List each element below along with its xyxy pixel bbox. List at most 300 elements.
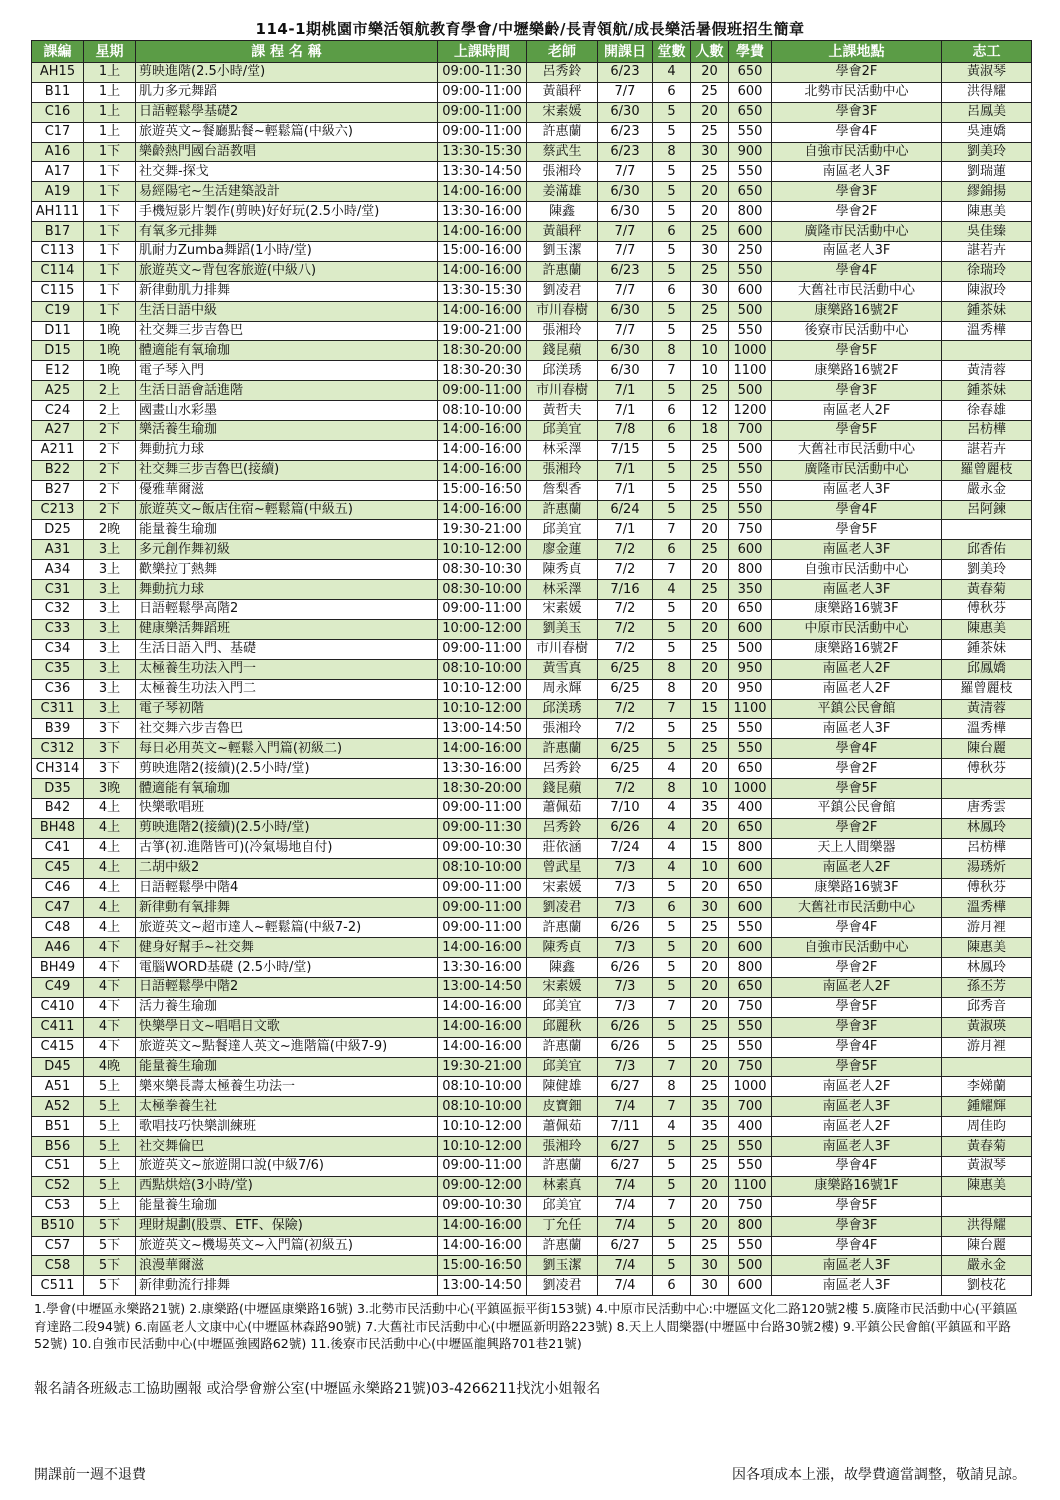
cell-fee: 600 — [729, 281, 772, 301]
cell-course-name: 快樂歌唱班 — [136, 798, 438, 818]
cell-fee: 350 — [729, 580, 772, 600]
cell-weekday: 4下 — [84, 1037, 136, 1057]
table-row — [32, 898, 1032, 918]
cell-teacher: 邱渼琇 — [527, 699, 598, 719]
cell-fee: 1100 — [729, 361, 772, 381]
cell-location: 學會5F — [772, 1196, 942, 1216]
cell-capacity: 25 — [691, 122, 729, 142]
cell-sessions: 6 — [653, 222, 691, 242]
cell-class-time: 10:10-12:00 — [438, 699, 527, 719]
cell-course-name: 日語輕鬆學基礎2 — [136, 102, 438, 122]
cell-capacity: 20 — [691, 63, 729, 83]
cell-teacher: 陳秀貞 — [527, 560, 598, 580]
cell-volunteer: 傅秋芬 — [942, 600, 1032, 620]
cell-teacher: 邱渼琇 — [527, 361, 598, 381]
course-table — [31, 40, 1032, 1296]
cell-course-name: 每日必用英文~輕鬆入門篇(初級二) — [136, 739, 438, 759]
cell-sessions: 5 — [653, 182, 691, 202]
cell-weekday: 2下 — [84, 421, 136, 441]
cell-sessions: 5 — [653, 381, 691, 401]
cell-class-time: 13:30-16:00 — [438, 759, 527, 779]
cell-start-date: 7/2 — [598, 540, 653, 560]
cell-weekday: 2下 — [84, 440, 136, 460]
cell-volunteer: 嚴永金 — [942, 480, 1032, 500]
table-row — [32, 361, 1032, 381]
cell-fee: 550 — [729, 739, 772, 759]
cell-start-date: 7/7 — [598, 242, 653, 262]
cell-teacher: 許惠蘭 — [527, 1156, 598, 1176]
cell-start-date: 6/27 — [598, 1156, 653, 1176]
cell-weekday: 5下 — [84, 1236, 136, 1256]
cell-fee: 600 — [729, 938, 772, 958]
header-weekday: 星期 — [84, 41, 136, 63]
table-row — [32, 401, 1032, 421]
cell-location: 南區老人3F — [772, 580, 942, 600]
cell-teacher: 曾武星 — [527, 858, 598, 878]
cell-fee: 800 — [729, 1216, 772, 1236]
cell-capacity: 20 — [691, 997, 729, 1017]
cell-volunteer: 唐秀雲 — [942, 798, 1032, 818]
cell-capacity: 30 — [691, 1256, 729, 1276]
cell-class-time: 09:00-11:00 — [438, 82, 527, 102]
cell-location: 南區老人2F — [772, 401, 942, 421]
cell-course-name: 理財規劃(股票、ETF、保險) — [136, 1216, 438, 1236]
cell-capacity: 25 — [691, 301, 729, 321]
cell-course-code: B42 — [32, 798, 84, 818]
cell-fee: 500 — [729, 639, 772, 659]
cell-sessions: 8 — [653, 779, 691, 799]
cell-class-time: 13:30-15:30 — [438, 142, 527, 162]
cell-fee: 750 — [729, 520, 772, 540]
cell-class-time: 09:00-11:00 — [438, 639, 527, 659]
cell-course-code: C32 — [32, 600, 84, 620]
cell-volunteer: 邱秀音 — [942, 997, 1032, 1017]
cell-teacher: 邱美宜 — [527, 421, 598, 441]
table-row — [32, 301, 1032, 321]
cell-course-name: 能量養生瑜珈 — [136, 1057, 438, 1077]
cell-sessions: 5 — [653, 938, 691, 958]
cell-class-time: 18:30-20:00 — [438, 779, 527, 799]
cell-volunteer: 陳惠美 — [942, 619, 1032, 639]
cell-location: 北勢市民活動中心 — [772, 82, 942, 102]
cell-sessions: 6 — [653, 401, 691, 421]
cell-location: 學會2F — [772, 759, 942, 779]
table-row — [32, 142, 1032, 162]
cell-start-date: 6/30 — [598, 301, 653, 321]
cell-teacher: 林素真 — [527, 1176, 598, 1196]
cell-weekday: 1晚 — [84, 341, 136, 361]
table-row — [32, 222, 1032, 242]
cell-sessions: 7 — [653, 1196, 691, 1216]
cell-teacher: 錢昆蘋 — [527, 779, 598, 799]
cell-teacher: 許惠蘭 — [527, 500, 598, 520]
cell-course-name: 生活日語中級 — [136, 301, 438, 321]
cell-fee: 500 — [729, 381, 772, 401]
cell-teacher: 劉凌君 — [527, 281, 598, 301]
cell-sessions: 5 — [653, 600, 691, 620]
table-row — [32, 759, 1032, 779]
cell-volunteer: 黃春菊 — [942, 580, 1032, 600]
cell-class-time: 19:30-21:00 — [438, 520, 527, 540]
cell-course-name: 太極拳養生社 — [136, 1097, 438, 1117]
table-row — [32, 938, 1032, 958]
cell-weekday: 1下 — [84, 162, 136, 182]
cell-course-code: A16 — [32, 142, 84, 162]
cell-start-date: 7/3 — [598, 997, 653, 1017]
cell-weekday: 3下 — [84, 739, 136, 759]
cell-sessions: 6 — [653, 898, 691, 918]
cell-volunteer: 吳連嬌 — [942, 122, 1032, 142]
cell-fee: 550 — [729, 460, 772, 480]
cell-course-name: 樂來樂長壽太極養生功法一 — [136, 1077, 438, 1097]
cell-class-time: 09:00-11:00 — [438, 1156, 527, 1176]
cell-class-time: 10:00-12:00 — [438, 619, 527, 639]
cell-course-code: C36 — [32, 679, 84, 699]
cell-fee: 750 — [729, 1057, 772, 1077]
table-row — [32, 580, 1032, 600]
cell-sessions: 5 — [653, 977, 691, 997]
cell-fee: 500 — [729, 440, 772, 460]
cell-class-time: 09:00-10:30 — [438, 1196, 527, 1216]
cell-weekday: 5下 — [84, 1256, 136, 1276]
table-row — [32, 659, 1032, 679]
cell-volunteer: 溫秀樺 — [942, 719, 1032, 739]
cell-class-time: 14:00-16:00 — [438, 222, 527, 242]
cell-location: 南區老人3F — [772, 1276, 942, 1296]
cell-volunteer: 陳惠美 — [942, 1176, 1032, 1196]
table-row — [32, 838, 1032, 858]
cell-location: 南區老人3F — [772, 1256, 942, 1276]
cell-course-name: 旅遊英文~背包客旅遊(中級八) — [136, 261, 438, 281]
cell-capacity: 25 — [691, 82, 729, 102]
table-row — [32, 739, 1032, 759]
cell-weekday: 1上 — [84, 82, 136, 102]
header-teacher: 老師 — [527, 41, 598, 63]
cell-capacity: 20 — [691, 659, 729, 679]
cell-fee: 550 — [729, 918, 772, 938]
cell-class-time: 14:00-16:00 — [438, 500, 527, 520]
cell-class-time: 15:00-16:50 — [438, 480, 527, 500]
table-row — [32, 679, 1032, 699]
cell-class-time: 09:00-11:30 — [438, 818, 527, 838]
header-volunteer: 志工 — [942, 41, 1032, 63]
cell-weekday: 2晚 — [84, 520, 136, 540]
cell-fee: 600 — [729, 222, 772, 242]
cell-start-date: 6/27 — [598, 1137, 653, 1157]
table-row — [32, 63, 1032, 83]
cell-location: 康樂路16號3F — [772, 878, 942, 898]
cell-start-date: 7/3 — [598, 1057, 653, 1077]
cell-weekday: 1晚 — [84, 361, 136, 381]
cell-weekday: 1下 — [84, 222, 136, 242]
cell-course-code: A25 — [32, 381, 84, 401]
cell-start-date: 6/26 — [598, 958, 653, 978]
cell-sessions: 5 — [653, 321, 691, 341]
cell-sessions: 7 — [653, 361, 691, 381]
cell-location: 自強市民活動中心 — [772, 142, 942, 162]
cell-weekday: 2下 — [84, 480, 136, 500]
cell-course-code: B56 — [32, 1137, 84, 1157]
cell-location: 平鎮公民會館 — [772, 699, 942, 719]
cell-volunteer: 諶若卉 — [942, 440, 1032, 460]
cell-capacity: 10 — [691, 341, 729, 361]
cell-fee: 950 — [729, 679, 772, 699]
cell-course-code: AH15 — [32, 63, 84, 83]
cell-sessions: 5 — [653, 719, 691, 739]
table-row — [32, 421, 1032, 441]
cell-sessions: 8 — [653, 341, 691, 361]
cell-fee: 500 — [729, 301, 772, 321]
table-row — [32, 858, 1032, 878]
table-row — [32, 440, 1032, 460]
cell-course-name: 古箏(初.進階皆可)(冷氣場地自付) — [136, 838, 438, 858]
cell-course-name: 太極養生功法入門二 — [136, 679, 438, 699]
cell-sessions: 4 — [653, 580, 691, 600]
cell-volunteer: 羅曾麗枝 — [942, 679, 1032, 699]
cell-volunteer: 諶若卉 — [942, 242, 1032, 262]
cell-volunteer: 陳台麗 — [942, 739, 1032, 759]
cell-course-name: 旅遊英文~旅遊開口說(中級7/6) — [136, 1156, 438, 1176]
cell-weekday: 3上 — [84, 679, 136, 699]
cell-course-code: C114 — [32, 261, 84, 281]
cell-volunteer: 嚴永金 — [942, 1256, 1032, 1276]
table-row — [32, 600, 1032, 620]
cell-course-name: 旅遊英文~餐廳點餐~輕鬆篇(中級六) — [136, 122, 438, 142]
cell-capacity: 25 — [691, 1037, 729, 1057]
cell-teacher: 林采澤 — [527, 580, 598, 600]
cell-class-time: 13:30-14:50 — [438, 162, 527, 182]
cell-course-name: 健身好幫手~社交舞 — [136, 938, 438, 958]
cell-course-code: A52 — [32, 1097, 84, 1117]
cell-start-date: 6/26 — [598, 1037, 653, 1057]
cell-capacity: 20 — [691, 560, 729, 580]
cell-course-code: A19 — [32, 182, 84, 202]
cell-location: 南區老人2F — [772, 858, 942, 878]
cell-location: 學會4F — [772, 1156, 942, 1176]
cell-capacity: 18 — [691, 421, 729, 441]
cell-capacity: 20 — [691, 958, 729, 978]
cell-class-time: 14:00-16:00 — [438, 301, 527, 321]
cell-class-time: 09:00-11:00 — [438, 381, 527, 401]
cell-sessions: 8 — [653, 679, 691, 699]
cell-start-date: 6/30 — [598, 341, 653, 361]
table-row — [32, 977, 1032, 997]
cell-location: 康樂路16號1F — [772, 1176, 942, 1196]
cell-teacher: 陳秀貞 — [527, 938, 598, 958]
cell-sessions: 5 — [653, 122, 691, 142]
table-row — [32, 818, 1032, 838]
cell-teacher: 劉玉潔 — [527, 242, 598, 262]
cell-location: 學會4F — [772, 918, 942, 938]
cell-volunteer: 孫丕芳 — [942, 977, 1032, 997]
cell-fee: 550 — [729, 1156, 772, 1176]
cell-teacher: 廖金蓮 — [527, 540, 598, 560]
cell-teacher: 邱美宜 — [527, 997, 598, 1017]
cell-start-date: 6/30 — [598, 361, 653, 381]
cell-course-code: B27 — [32, 480, 84, 500]
cell-course-name: 能量養生瑜珈 — [136, 520, 438, 540]
cell-sessions: 5 — [653, 242, 691, 262]
cell-weekday: 3上 — [84, 639, 136, 659]
cell-weekday: 5上 — [84, 1196, 136, 1216]
cell-weekday: 1下 — [84, 182, 136, 202]
cell-course-name: 西點烘焙(3小時/堂) — [136, 1176, 438, 1196]
cell-course-name: 生活日語會話進階 — [136, 381, 438, 401]
cell-capacity: 20 — [691, 977, 729, 997]
cell-fee: 600 — [729, 1276, 772, 1296]
cell-weekday: 4下 — [84, 958, 136, 978]
cell-course-code: C52 — [32, 1176, 84, 1196]
cell-class-time: 09:00-10:30 — [438, 838, 527, 858]
cell-class-time: 19:00-21:00 — [438, 321, 527, 341]
cell-course-name: 旅遊英文~點餐達人英文~進階篇(中級7-9) — [136, 1037, 438, 1057]
cell-course-code: C45 — [32, 858, 84, 878]
cell-volunteer: 呂鳳美 — [942, 102, 1032, 122]
cell-sessions: 6 — [653, 421, 691, 441]
cell-class-time: 13:00-14:50 — [438, 1276, 527, 1296]
table-row — [32, 798, 1032, 818]
table-row — [32, 719, 1032, 739]
cell-class-time: 08:10-10:00 — [438, 1077, 527, 1097]
cell-fee: 600 — [729, 619, 772, 639]
cell-course-name: 旅遊英文~機場英文~入門篇(初級五) — [136, 1236, 438, 1256]
cell-fee: 550 — [729, 321, 772, 341]
cell-volunteer — [942, 779, 1032, 799]
cell-sessions: 5 — [653, 639, 691, 659]
cell-fee: 550 — [729, 162, 772, 182]
cell-capacity: 25 — [691, 580, 729, 600]
cell-course-name: 電腦WORD基礎 (2.5小時/堂) — [136, 958, 438, 978]
cell-teacher: 黃哲夫 — [527, 401, 598, 421]
cell-start-date: 6/30 — [598, 102, 653, 122]
cell-weekday: 5下 — [84, 1216, 136, 1236]
cell-sessions: 5 — [653, 878, 691, 898]
cell-start-date: 6/23 — [598, 63, 653, 83]
cell-class-time: 13:00-14:50 — [438, 977, 527, 997]
cell-class-time: 14:00-16:00 — [438, 261, 527, 281]
cell-teacher: 市川春樹 — [527, 301, 598, 321]
cell-course-code: C311 — [32, 699, 84, 719]
cell-volunteer: 徐春雄 — [942, 401, 1032, 421]
cell-location: 南區老人2F — [772, 679, 942, 699]
table-row — [32, 341, 1032, 361]
table-row — [32, 281, 1032, 301]
cell-course-name: 新律動肌力排舞 — [136, 281, 438, 301]
cell-teacher: 林采澤 — [527, 440, 598, 460]
cell-course-code: C51 — [32, 1156, 84, 1176]
cell-start-date: 7/2 — [598, 779, 653, 799]
cell-start-date: 7/1 — [598, 401, 653, 421]
cell-volunteer: 劉瑞蓮 — [942, 162, 1032, 182]
cell-start-date: 7/2 — [598, 719, 653, 739]
cell-capacity: 20 — [691, 619, 729, 639]
cell-fee: 750 — [729, 1196, 772, 1216]
cell-class-time: 09:00-12:00 — [438, 1176, 527, 1196]
cell-teacher: 呂秀鈴 — [527, 759, 598, 779]
cell-capacity: 25 — [691, 1137, 729, 1157]
cell-course-code: B17 — [32, 222, 84, 242]
cell-start-date: 7/2 — [598, 600, 653, 620]
table-row — [32, 122, 1032, 142]
cell-volunteer: 繆錦揚 — [942, 182, 1032, 202]
cell-capacity: 20 — [691, 202, 729, 222]
cell-course-code: C19 — [32, 301, 84, 321]
table-row — [32, 162, 1032, 182]
cell-course-code: CH314 — [32, 759, 84, 779]
cell-class-time: 14:00-16:00 — [438, 997, 527, 1017]
cell-start-date: 7/16 — [598, 580, 653, 600]
cell-teacher: 許惠蘭 — [527, 261, 598, 281]
cell-weekday: 3上 — [84, 600, 136, 620]
cell-start-date: 6/25 — [598, 739, 653, 759]
cell-location: 大舊社市民活動中心 — [772, 440, 942, 460]
header-capacity: 人數 — [691, 41, 729, 63]
cell-weekday: 1下 — [84, 142, 136, 162]
cell-weekday: 5上 — [84, 1176, 136, 1196]
table-row — [32, 1196, 1032, 1216]
cell-volunteer: 吳佳臻 — [942, 222, 1032, 242]
cell-volunteer: 洪得耀 — [942, 1216, 1032, 1236]
cell-course-name: 浪漫華爾滋 — [136, 1256, 438, 1276]
cell-location: 學會3F — [772, 1017, 942, 1037]
cell-course-code: C312 — [32, 739, 84, 759]
cell-volunteer: 呂枋樺 — [942, 421, 1032, 441]
cell-fee: 900 — [729, 142, 772, 162]
cell-capacity: 12 — [691, 401, 729, 421]
cell-course-name: 能量養生瑜珈 — [136, 1196, 438, 1216]
cell-location: 學會2F — [772, 958, 942, 978]
cell-course-code: A17 — [32, 162, 84, 182]
cell-course-name: 舞動抗力球 — [136, 580, 438, 600]
refund-note: 開課前一週不退費 — [34, 1467, 146, 1483]
cell-location: 學會4F — [772, 739, 942, 759]
cell-fee: 750 — [729, 997, 772, 1017]
cell-course-code: D25 — [32, 520, 84, 540]
cell-start-date: 7/2 — [598, 619, 653, 639]
cell-course-code: A51 — [32, 1077, 84, 1097]
cell-sessions: 4 — [653, 858, 691, 878]
cell-weekday: 4上 — [84, 818, 136, 838]
cell-location: 康樂路16號3F — [772, 600, 942, 620]
cell-class-time: 08:30-10:30 — [438, 560, 527, 580]
table-row — [32, 918, 1032, 938]
cell-course-code: C49 — [32, 977, 84, 997]
cell-volunteer — [942, 1057, 1032, 1077]
cell-start-date: 7/1 — [598, 460, 653, 480]
cell-fee: 800 — [729, 838, 772, 858]
table-row — [32, 480, 1032, 500]
cell-course-code: C415 — [32, 1037, 84, 1057]
cell-fee: 400 — [729, 1117, 772, 1137]
cell-weekday: 3晚 — [84, 779, 136, 799]
table-row — [32, 997, 1032, 1017]
table-row — [32, 1216, 1032, 1236]
cell-capacity: 30 — [691, 898, 729, 918]
cell-course-name: 電子琴初階 — [136, 699, 438, 719]
cell-location: 學會5F — [772, 520, 942, 540]
cell-start-date: 7/4 — [598, 1176, 653, 1196]
cell-sessions: 5 — [653, 440, 691, 460]
cell-teacher: 劉玉潔 — [527, 1256, 598, 1276]
cell-teacher: 許惠蘭 — [527, 1037, 598, 1057]
cell-course-code: B22 — [32, 460, 84, 480]
cell-class-time: 18:30-20:00 — [438, 341, 527, 361]
cell-class-time: 09:00-11:00 — [438, 798, 527, 818]
cell-sessions: 5 — [653, 1137, 691, 1157]
cell-location: 康樂路16號2F — [772, 301, 942, 321]
cell-course-name: 體適能有氧瑜珈 — [136, 779, 438, 799]
table-row — [32, 381, 1032, 401]
